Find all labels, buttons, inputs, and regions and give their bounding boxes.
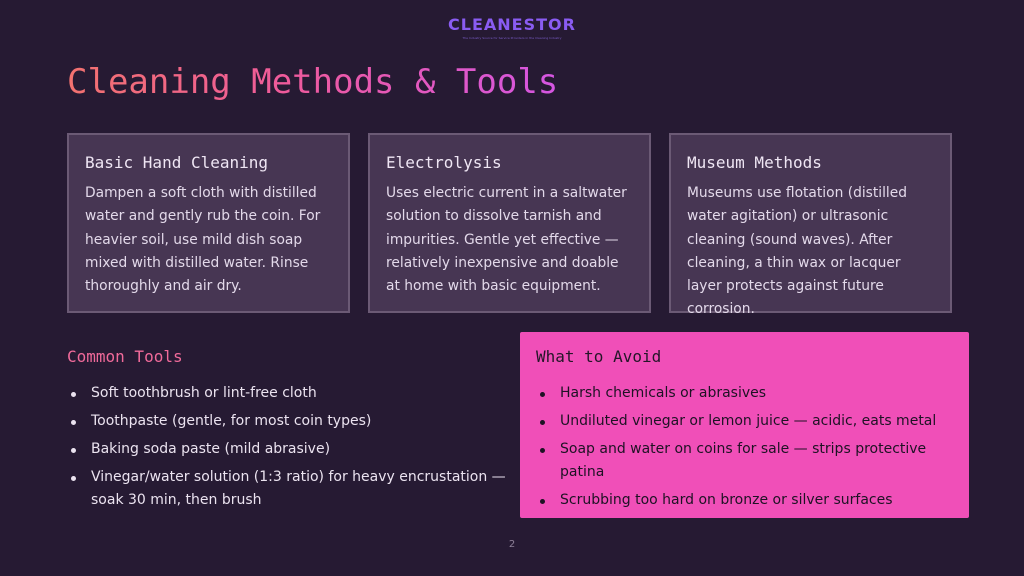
- list-item: Baking soda paste (mild abrasive): [67, 438, 507, 461]
- card-electrolysis: [368, 133, 651, 313]
- brand-logo: [0, 14, 1024, 40]
- card-basic-hand-cleaning: [67, 133, 350, 313]
- card-museum-methods: [669, 133, 952, 318]
- list-item: Soap and water on coins for sale — strips protective patina: [536, 438, 956, 484]
- list-item: Toothpaste (gentle, for most coin types): [67, 410, 507, 433]
- logo-wordmark: CLEANESTOR: [448, 15, 576, 34]
- card-body: Dampen a soft cloth with distilled water and gently rub the coin. For heavier soil, use mild dish soap mixed with distilled water. Rinse thoroughly and air dry.: [85, 185, 321, 295]
- what-to-avoid-panel: [520, 332, 969, 518]
- card-heading: Museum Methods: [687, 153, 822, 172]
- card-body: Museums use flotation (distilled water agitation) or ultrasonic cleaning (sound waves). After cleaning, a thin wax or lacquer layer protects against future corrosion.: [687, 185, 908, 318]
- page-number: 2: [508, 539, 516, 550]
- common-tools-list: [67, 382, 507, 517]
- list-item: Scrubbing too hard on bronze or silver surfaces: [536, 489, 956, 512]
- page-title: Cleaning Methods & Tools: [67, 58, 558, 106]
- list-item: Vinegar/water solution (1:3 ratio) for heavy encrustation — soak 30 min, then brush: [67, 466, 507, 512]
- card-heading: Electrolysis: [386, 153, 502, 172]
- list-item: Undiluted vinegar or lemon juice — acidic, eats metal: [536, 410, 956, 433]
- logo-tagline: The Industry Source for Service Providers in the Cleaning Industry: [462, 36, 562, 40]
- list-item: Soft toothbrush or lint-free cloth: [67, 382, 507, 405]
- what-to-avoid-list: [536, 382, 956, 517]
- common-tools-heading: Common Tools: [67, 347, 183, 366]
- card-body: Uses electric current in a saltwater solution to dissolve tarnish and impurities. Gentle yet effective — relatively inexpensive and doable at home with basic equipment.: [386, 185, 627, 295]
- list-item: Harsh chemicals or abrasives: [536, 382, 956, 405]
- card-heading: Basic Hand Cleaning: [85, 153, 269, 172]
- what-to-avoid-heading: What to Avoid: [536, 347, 662, 366]
